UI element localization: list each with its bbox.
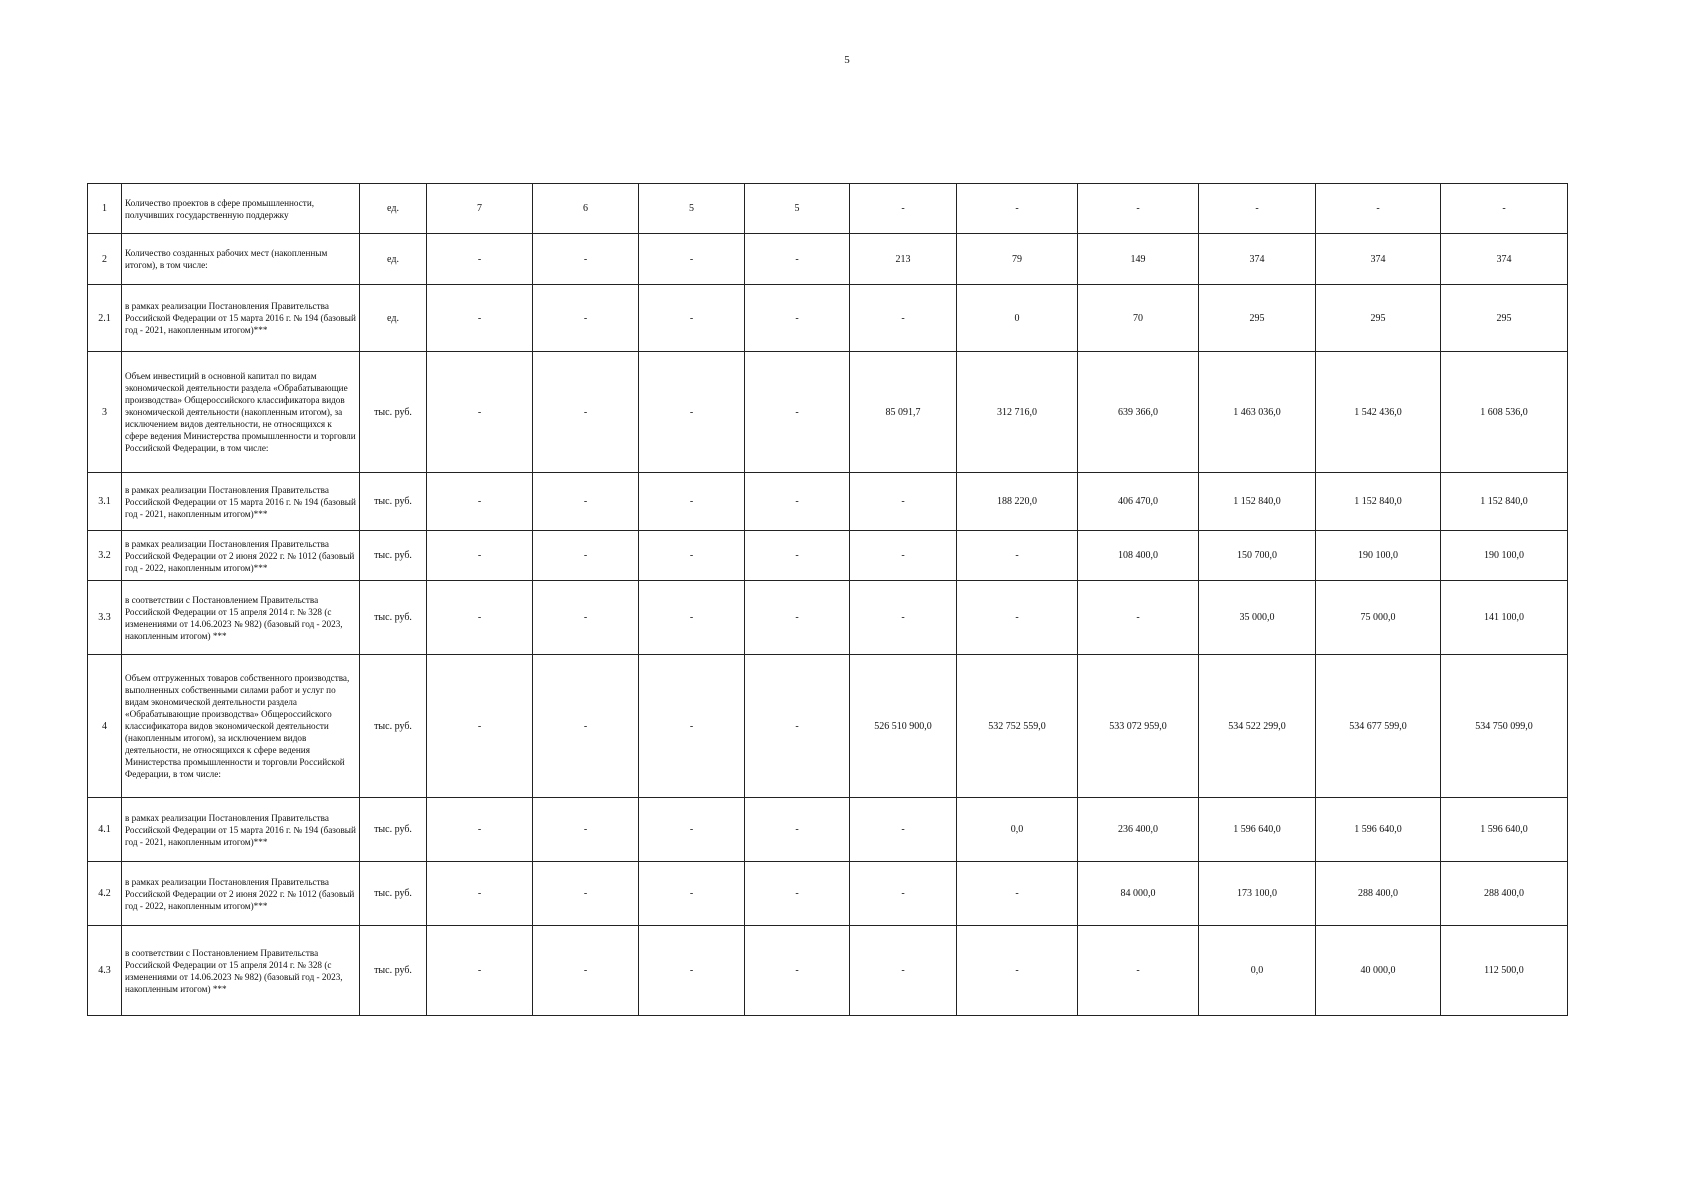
value-cell: 35 000,0	[1199, 581, 1316, 655]
unit-cell: тыс. руб.	[360, 581, 427, 655]
value-cell: 75 000,0	[1316, 581, 1441, 655]
value-cell: -	[639, 531, 745, 581]
indicator-name-cell: Объем инвестиций в основной капитал по видам экономической деятельности раздела «Обрабатывающие производства» Общероссийского классификатора видов экономической деятельности (накопленным итогом), за исключением видов деятельности, не относящихся к сфере ведения Министерства промышленности и торговли Российской Федерации, в том числе:	[122, 352, 360, 473]
value-cell: 1 596 640,0	[1316, 798, 1441, 862]
value-cell: 108 400,0	[1078, 531, 1199, 581]
value-cell: 40 000,0	[1316, 926, 1441, 1016]
value-cell: -	[1316, 184, 1441, 234]
value-cell: -	[639, 862, 745, 926]
unit-cell: тыс. руб.	[360, 655, 427, 798]
value-cell: 533 072 959,0	[1078, 655, 1199, 798]
value-cell: 173 100,0	[1199, 862, 1316, 926]
value-cell: -	[427, 798, 533, 862]
value-cell: 295	[1199, 285, 1316, 352]
indicator-name-cell: в соответствии с Постановлением Правительства Российской Федерации от 15 апреля 2014 г. № 328 (с изменениями от 14.06.2023 № 982) (базовый год - 2023, накопленным итогом) ***	[122, 581, 360, 655]
table-row	[88, 655, 1568, 798]
value-cell: 213	[850, 234, 957, 285]
value-cell: 236 400,0	[1078, 798, 1199, 862]
unit-cell: тыс. руб.	[360, 798, 427, 862]
unit-cell: ед.	[360, 234, 427, 285]
value-cell: -	[957, 581, 1078, 655]
value-cell: -	[850, 581, 957, 655]
value-cell: 112 500,0	[1441, 926, 1568, 1016]
value-cell: -	[957, 926, 1078, 1016]
value-cell: -	[639, 352, 745, 473]
table-row	[88, 234, 1568, 285]
value-cell: 532 752 559,0	[957, 655, 1078, 798]
value-cell: -	[850, 798, 957, 862]
row-number-cell: 3.1	[88, 473, 122, 531]
row-number-cell: 2	[88, 234, 122, 285]
row-number-cell: 4.1	[88, 798, 122, 862]
indicator-name-cell: в рамках реализации Постановления Правительства Российской Федерации от 2 июня 2022 г. № 1012 (базовый год - 2022, накопленным итогом)***	[122, 862, 360, 926]
indicator-name-cell: Объем отгруженных товаров собственного производства, выполненных собственными силами работ и услуг по видам экономической деятельности раздела «Обрабатывающие производства» Общероссийского классификатора видов экономической деятельности (накопленным итогом), за исключением видов деятельности, не относящихся к сфере ведения Министерства промышленности и торговли Российской Федерации, в том числе:	[122, 655, 360, 798]
value-cell: -	[639, 285, 745, 352]
indicator-name-cell: Количество созданных рабочих мест (накопленным итогом), в том числе:	[122, 234, 360, 285]
value-cell: 534 522 299,0	[1199, 655, 1316, 798]
value-cell: 141 100,0	[1441, 581, 1568, 655]
value-cell: -	[745, 352, 850, 473]
row-number-cell: 3.2	[88, 531, 122, 581]
unit-cell: тыс. руб.	[360, 531, 427, 581]
value-cell: 1 152 840,0	[1199, 473, 1316, 531]
value-cell: -	[639, 581, 745, 655]
table-row	[88, 581, 1568, 655]
value-cell: 295	[1316, 285, 1441, 352]
value-cell: -	[533, 798, 639, 862]
value-cell: -	[639, 655, 745, 798]
value-cell: 0	[957, 285, 1078, 352]
value-cell: 639 366,0	[1078, 352, 1199, 473]
value-cell: -	[957, 531, 1078, 581]
value-cell: -	[1078, 581, 1199, 655]
table-row	[88, 285, 1568, 352]
table-row	[88, 473, 1568, 531]
value-cell: -	[850, 926, 957, 1016]
table-row	[88, 862, 1568, 926]
value-cell: 1 463 036,0	[1199, 352, 1316, 473]
value-cell: -	[850, 531, 957, 581]
value-cell: 406 470,0	[1078, 473, 1199, 531]
value-cell: -	[745, 926, 850, 1016]
value-cell: 0,0	[957, 798, 1078, 862]
unit-cell: ед.	[360, 184, 427, 234]
row-number-cell: 4.3	[88, 926, 122, 1016]
value-cell: 1 608 536,0	[1441, 352, 1568, 473]
row-number-cell: 1	[88, 184, 122, 234]
value-cell: 534 677 599,0	[1316, 655, 1441, 798]
value-cell: 190 100,0	[1441, 531, 1568, 581]
value-cell: 1 152 840,0	[1316, 473, 1441, 531]
value-cell: 150 700,0	[1199, 531, 1316, 581]
table-row	[88, 798, 1568, 862]
value-cell: -	[533, 352, 639, 473]
value-cell: -	[427, 352, 533, 473]
value-cell: 1 596 640,0	[1199, 798, 1316, 862]
indicator-name-cell: в соответствии с Постановлением Правительства Российской Федерации от 15 апреля 2014 г. № 328 (с изменениями от 14.06.2023 № 982) (базовый год - 2023, накопленным итогом) ***	[122, 926, 360, 1016]
unit-cell: тыс. руб.	[360, 926, 427, 1016]
table-row	[88, 352, 1568, 473]
value-cell: -	[533, 862, 639, 926]
value-cell: 1 542 436,0	[1316, 352, 1441, 473]
value-cell: 190 100,0	[1316, 531, 1441, 581]
indicator-name-cell: Количество проектов в сфере промышленности, получивших государственную поддержку	[122, 184, 360, 234]
value-cell: -	[1078, 926, 1199, 1016]
value-cell: -	[1078, 184, 1199, 234]
unit-cell: ед.	[360, 285, 427, 352]
value-cell: -	[427, 581, 533, 655]
value-cell: -	[745, 655, 850, 798]
value-cell: -	[533, 473, 639, 531]
value-cell: 374	[1441, 234, 1568, 285]
indicator-name-cell: в рамках реализации Постановления Правительства Российской Федерации от 2 июня 2022 г. № 1012 (базовый год - 2022, накопленным итогом)***	[122, 531, 360, 581]
value-cell: 0,0	[1199, 926, 1316, 1016]
value-cell: -	[639, 234, 745, 285]
table-row	[88, 184, 1568, 234]
value-cell: 85 091,7	[850, 352, 957, 473]
value-cell: -	[427, 531, 533, 581]
value-cell: -	[639, 798, 745, 862]
value-cell: 1 596 640,0	[1441, 798, 1568, 862]
value-cell: -	[427, 926, 533, 1016]
indicator-name-cell: в рамках реализации Постановления Правительства Российской Федерации от 15 марта 2016 г. № 194 (базовый год - 2021, накопленным итогом)***	[122, 285, 360, 352]
value-cell: -	[427, 285, 533, 352]
value-cell: -	[533, 531, 639, 581]
value-cell: -	[427, 473, 533, 531]
value-cell: 5	[639, 184, 745, 234]
value-cell: 5	[745, 184, 850, 234]
value-cell: -	[427, 234, 533, 285]
table-row	[88, 531, 1568, 581]
value-cell: -	[427, 655, 533, 798]
indicators-table	[87, 183, 1568, 1016]
value-cell: -	[533, 234, 639, 285]
row-number-cell: 2.1	[88, 285, 122, 352]
value-cell: 79	[957, 234, 1078, 285]
value-cell: 188 220,0	[957, 473, 1078, 531]
table-body	[88, 184, 1568, 1016]
value-cell: 534 750 099,0	[1441, 655, 1568, 798]
value-cell: -	[745, 234, 850, 285]
row-number-cell: 3	[88, 352, 122, 473]
value-cell: -	[533, 655, 639, 798]
row-number-cell: 4	[88, 655, 122, 798]
value-cell: -	[639, 926, 745, 1016]
indicator-name-cell: в рамках реализации Постановления Правительства Российской Федерации от 15 марта 2016 г. № 194 (базовый год - 2021, накопленным итогом)***	[122, 473, 360, 531]
unit-cell: тыс. руб.	[360, 473, 427, 531]
value-cell: 7	[427, 184, 533, 234]
value-cell: 288 400,0	[1441, 862, 1568, 926]
value-cell: 374	[1199, 234, 1316, 285]
value-cell: -	[533, 581, 639, 655]
value-cell: -	[639, 473, 745, 531]
value-cell: -	[745, 862, 850, 926]
unit-cell: тыс. руб.	[360, 352, 427, 473]
value-cell: -	[1441, 184, 1568, 234]
value-cell: -	[957, 184, 1078, 234]
value-cell: 6	[533, 184, 639, 234]
value-cell: -	[533, 285, 639, 352]
value-cell: -	[745, 531, 850, 581]
value-cell: -	[850, 473, 957, 531]
value-cell: 526 510 900,0	[850, 655, 957, 798]
row-number-cell: 4.2	[88, 862, 122, 926]
value-cell: -	[957, 862, 1078, 926]
unit-cell: тыс. руб.	[360, 862, 427, 926]
value-cell: -	[850, 862, 957, 926]
value-cell: 374	[1316, 234, 1441, 285]
value-cell: -	[745, 798, 850, 862]
value-cell: -	[745, 581, 850, 655]
row-number-cell: 3.3	[88, 581, 122, 655]
value-cell: -	[745, 473, 850, 531]
table-row	[88, 926, 1568, 1016]
page-number: 5	[844, 54, 850, 66]
value-cell: 149	[1078, 234, 1199, 285]
indicator-name-cell: в рамках реализации Постановления Правительства Российской Федерации от 15 марта 2016 г. № 194 (базовый год - 2021, накопленным итогом)***	[122, 798, 360, 862]
value-cell: -	[850, 285, 957, 352]
value-cell: 70	[1078, 285, 1199, 352]
value-cell: 84 000,0	[1078, 862, 1199, 926]
value-cell: -	[850, 184, 957, 234]
value-cell: 1 152 840,0	[1441, 473, 1568, 531]
value-cell: -	[745, 285, 850, 352]
value-cell: -	[1199, 184, 1316, 234]
value-cell: -	[427, 862, 533, 926]
value-cell: 312 716,0	[957, 352, 1078, 473]
value-cell: -	[533, 926, 639, 1016]
value-cell: 288 400,0	[1316, 862, 1441, 926]
value-cell: 295	[1441, 285, 1568, 352]
